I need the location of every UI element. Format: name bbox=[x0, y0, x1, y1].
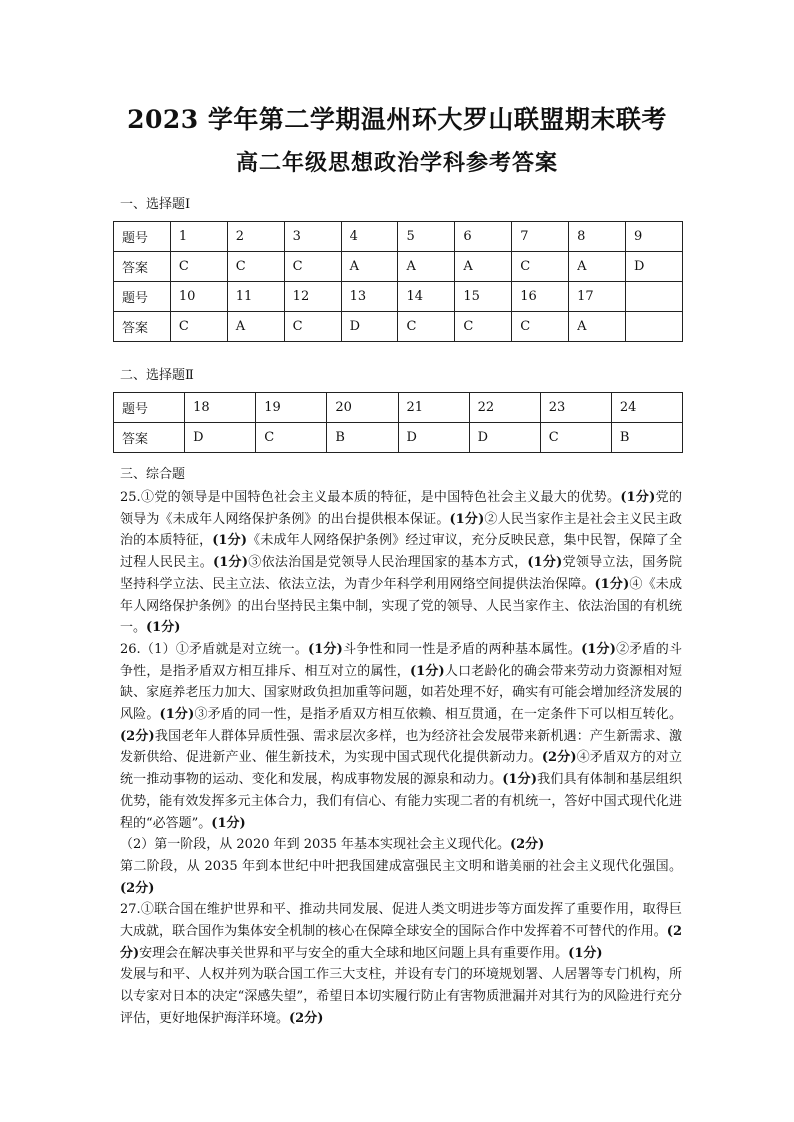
table-cell: 11 bbox=[227, 282, 284, 312]
score-mark: (1分) bbox=[213, 555, 248, 571]
answer-text: 25.①党的领导是中国特色社会主义最本质的特征，是中国特色社会主义最大的优势。 bbox=[120, 490, 621, 505]
answer-text: 26.（1）①矛盾就是对立统一。 bbox=[120, 641, 309, 657]
table-cell: A bbox=[227, 312, 284, 342]
score-mark: (2分) bbox=[509, 837, 545, 853]
score-mark: (2分) bbox=[289, 1010, 324, 1026]
answer-text: 我们具有体制和基层组织优势，能有效发挥多元主体合力，我们有信心、有能力实现二者的有机统一，答好中国式现代化进程的“必答题”。 bbox=[120, 772, 682, 831]
table-cell: C bbox=[398, 312, 455, 342]
table-cell: C bbox=[170, 252, 227, 282]
row-header-cell: 答案 bbox=[114, 312, 171, 342]
table-cell: 21 bbox=[398, 393, 469, 423]
table-cell: D bbox=[341, 312, 398, 342]
table-cell: 17 bbox=[569, 282, 626, 312]
score-mark: (2分) bbox=[120, 924, 682, 961]
table-cell: B bbox=[327, 423, 398, 453]
answer-text: （2）第一阶段，从 2020 年到 2035 年基本实现社会主义现代化。 bbox=[120, 837, 510, 853]
table-cell: 13 bbox=[341, 282, 398, 312]
table-cell: 14 bbox=[398, 282, 455, 312]
section-heading-choice-1: 一、选择题Ⅰ bbox=[120, 197, 191, 212]
answer-paragraph bbox=[120, 834, 682, 856]
table-cell: 22 bbox=[469, 393, 540, 423]
table-cell: 7 bbox=[512, 222, 569, 252]
table-cell: A bbox=[569, 252, 626, 282]
answer-text: 斗争性和同一性是矛盾的两种基本属性。 bbox=[342, 641, 582, 657]
answer-text: 党的领导为《未成年人网络保护条例》的出台提供根本保证。 bbox=[120, 490, 682, 527]
score-mark: (1分) bbox=[594, 576, 630, 592]
score-mark: (2分) bbox=[541, 750, 577, 766]
table-cell: C bbox=[256, 423, 327, 453]
table-cell: 19 bbox=[256, 393, 327, 423]
page-subtitle: 高二年级思想政治学科参考答案 bbox=[235, 150, 558, 176]
table-cell: 2 bbox=[227, 222, 284, 252]
score-mark: (1分) bbox=[212, 533, 247, 549]
table-cell: 6 bbox=[455, 222, 512, 252]
score-mark: (1分) bbox=[146, 620, 181, 636]
table-cell: C bbox=[284, 312, 341, 342]
answer-text: ③矛盾的同一性，是指矛盾双方相互依赖、相互贯通，在一定条件下可以相互转化。 bbox=[194, 707, 682, 723]
row-header-cell: 题号 bbox=[114, 393, 185, 423]
page-title: 2023 学年第二学期温州环大罗山联盟期末联考 bbox=[127, 105, 667, 134]
answer-table-choice-1 bbox=[113, 221, 683, 342]
table-cell: 9 bbox=[626, 222, 683, 252]
answer-text: ②人民当家作主是社会主义民主政治的本质特征， bbox=[120, 511, 682, 549]
score-mark: (1分) bbox=[159, 707, 195, 723]
table-cell: D bbox=[398, 423, 469, 453]
table-cell: D bbox=[185, 423, 256, 453]
table-cell: 8 bbox=[569, 222, 626, 252]
row-header-cell: 题号 bbox=[114, 282, 171, 312]
answer-text: 《未成年人网络保护条例》经过审议，充分反映民意，集中民智，保障了全过程人民民主。 bbox=[120, 533, 682, 571]
table-cell: B bbox=[611, 423, 682, 453]
score-mark: (2分) bbox=[120, 880, 155, 896]
table-cell: A bbox=[455, 252, 512, 282]
table-row bbox=[114, 222, 683, 252]
table-row bbox=[114, 393, 683, 423]
table-cell: A bbox=[398, 252, 455, 282]
answer-paragraph bbox=[120, 639, 682, 834]
table-row bbox=[114, 312, 683, 342]
score-mark: (1分) bbox=[568, 945, 603, 961]
answer-paragraph bbox=[120, 964, 682, 1029]
table-row bbox=[114, 423, 683, 453]
row-header-cell: 题号 bbox=[114, 222, 171, 252]
table-cell: 15 bbox=[455, 282, 512, 312]
table-cell: A bbox=[569, 312, 626, 342]
answer-text: 党领导立法，国务院坚持科学立法、民主立法、依法立法，为青少年科学利用网络空间提供法治保障。 bbox=[120, 555, 682, 592]
table-cell: C bbox=[455, 312, 512, 342]
table-cell: 12 bbox=[284, 282, 341, 312]
answer-paragraph bbox=[120, 899, 682, 964]
table-cell: C bbox=[227, 252, 284, 282]
table-row bbox=[114, 282, 683, 312]
table-cell: D bbox=[469, 423, 540, 453]
table-cell: C bbox=[512, 252, 569, 282]
answer-text: 人口老龄化的确会带来劳动力资源相对短缺、家庭养老压力加大、国家财政负担加重等问题，如若处理不好，确实有可能会增加经济发展的风险。 bbox=[120, 663, 682, 723]
table-cell: D bbox=[626, 252, 683, 282]
answer-text: 27.①联合国在维护世界和平、推动共同发展、促进人类文明进步等方面发挥了重要作用，取得巨大成就，联合国作为集体安全机制的核心在保障全球安全的国际合作中发挥着不可替代的作用。 bbox=[120, 902, 682, 940]
table-cell: 20 bbox=[327, 393, 398, 423]
answer-text: 安理会在解决事关世界和平与安全的重大全球和地区问题上具有重要作用。 bbox=[139, 945, 569, 961]
score-mark: (1分) bbox=[410, 663, 445, 679]
table-cell: 16 bbox=[512, 282, 569, 312]
table-cell: C bbox=[512, 312, 569, 342]
table-cell: 1 bbox=[170, 222, 227, 252]
score-mark: (1分) bbox=[308, 641, 343, 657]
table-cell: 24 bbox=[611, 393, 682, 423]
score-mark: (1分) bbox=[620, 490, 656, 505]
answer-text: 发展与和平、人权并列为联合国工作三大支柱，并设有专门的环境规划署、人居署等专门机构，所以专家对日本的决定“深感失望”，希望日本切实履行防止有害物质泄漏并对其行为的风险进行充分评估，更好地保护海洋环境。 bbox=[120, 967, 682, 1026]
answer-text: ④矛盾双方的对立统一推动事物的运动、变化和发展，构成事物发展的源泉和动力。 bbox=[120, 750, 682, 788]
table-cell: C bbox=[540, 423, 611, 453]
answer-text: ②矛盾的斗争性，是指矛盾双方相互排斥、相互对立的属性， bbox=[120, 641, 682, 679]
section-heading-choice-2: 二、选择题Ⅱ bbox=[120, 368, 194, 383]
score-mark: (2分) bbox=[120, 728, 155, 744]
table-cell: 5 bbox=[398, 222, 455, 252]
row-header-cell: 答案 bbox=[114, 252, 171, 282]
answer-paragraph bbox=[120, 487, 682, 639]
table-cell: C bbox=[284, 252, 341, 282]
table-cell bbox=[626, 312, 683, 342]
table-cell: 18 bbox=[185, 393, 256, 423]
answer-paragraph bbox=[120, 856, 682, 899]
answer-text: 第二阶段，从 2035 年到本世纪中叶把我国建成富强民主文明和谐美丽的社会主义现代化强国。 bbox=[120, 858, 682, 874]
comprehensive-answers bbox=[120, 487, 682, 1030]
answer-text: 我国老年人群体异质性强、需求层次多样，也为经济社会发展带来新机遇：产生新需求、激发新供给、促进新产业、催生新技术，为实现中国式现代化提供新动力。 bbox=[120, 728, 682, 766]
table-cell: A bbox=[341, 252, 398, 282]
score-mark: (1分) bbox=[581, 641, 616, 657]
table-cell: 4 bbox=[341, 222, 398, 252]
row-header-cell: 答案 bbox=[114, 423, 185, 453]
section-heading-comprehensive: 三、综合题 bbox=[120, 467, 186, 482]
answer-text: ④《未成年人网络保护条例》的出台坚持民主集中制，实现了党的领导、人民当家作主、依法治国的有机统一。 bbox=[120, 576, 682, 636]
answer-table-choice-2 bbox=[113, 392, 683, 453]
table-row bbox=[114, 252, 683, 282]
table-cell: 3 bbox=[284, 222, 341, 252]
table-cell bbox=[626, 282, 683, 312]
table-cell: 10 bbox=[170, 282, 227, 312]
score-mark: (1分) bbox=[211, 815, 246, 831]
score-mark: (1分) bbox=[502, 772, 537, 788]
table-cell: 23 bbox=[540, 393, 611, 423]
score-mark: (1分) bbox=[449, 511, 485, 527]
table-cell: C bbox=[170, 312, 227, 342]
answer-text: ③依法治国是党领导人民治理国家的基本方式， bbox=[247, 555, 528, 571]
score-mark: (1分) bbox=[527, 555, 563, 571]
